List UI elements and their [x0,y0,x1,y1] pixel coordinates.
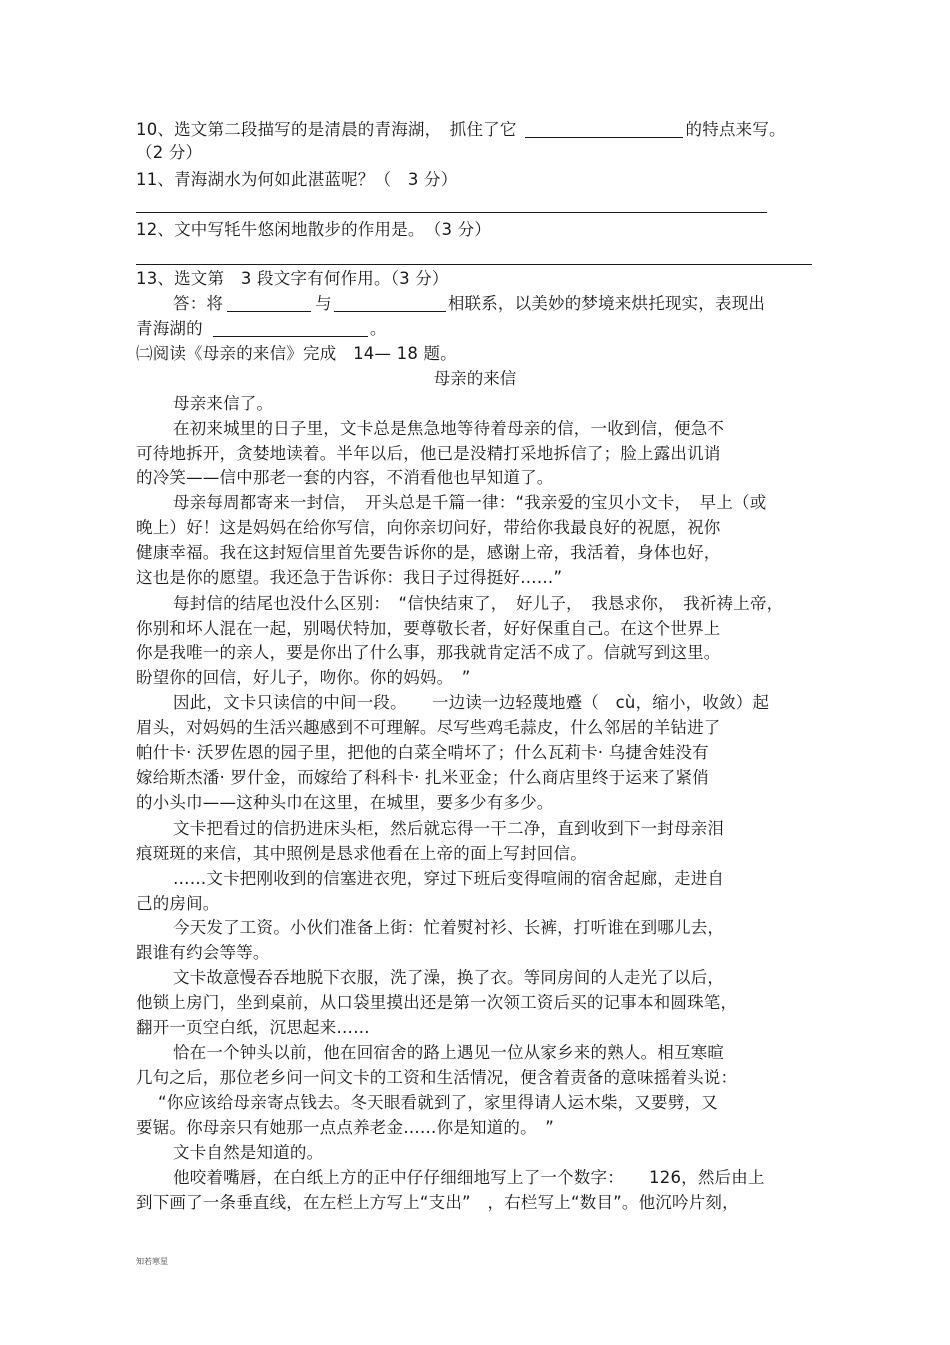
passage-line: 要锯。你母亲只有她那一点点养老金……你是知道的。 ” [136,1118,554,1137]
section-heading: ㈡阅读《母亲的来信》完成 14— 18 题。 [136,344,457,363]
passage-line: “你应该给母亲寄点钱去。冬天眼看就到了，家里得请人运木柴，又要劈，又 [158,1093,718,1112]
passage-line: 晚上）好！这是妈妈在给你写信，向你亲切问好，带给你我最良好的祝愿，祝你 [136,518,721,537]
answer-blank-13b[interactable] [334,293,446,312]
passage-line: 几句之后，那位老乡问一问文卡的工资和生活情况，便含着责备的意味摇着头说： [136,1068,738,1087]
passage-line: 健康幸福。我在这封短信里首先要告诉你的是，感谢上帝，我活着，身体也好， [136,543,721,562]
passage-line: 这也是你的愿望。我还急于告诉你：我日子过得挺好……” [136,568,563,587]
passage-line: 恰在一个钟头以前，他在回宿舍的路上遇见一位从家乡来的熟人。相互寒暄 [173,1043,725,1062]
passage-line: 翻开一页空白纸，沉思起来…… [136,1018,370,1037]
passage-line: 跟谁有约会等等。 [136,943,270,962]
page-footer: 知若寒星 [136,1257,168,1266]
passage-line: 你别和坏人混在一起，别喝伏特加，要尊敬长者，好好保重自己。在这个世界上 [136,619,721,638]
answer-blank-13c[interactable] [213,318,368,337]
passage-line: 到下画了一条垂直线，在左栏上方写上“支出” ，右栏写上“数目”。他沉吟片刻， [136,1193,739,1212]
answer-13-prefix: 答：将 [173,294,224,313]
passage-line: 嫁给斯杰潘· 罗什金，而嫁给了科科卡· 扎米亚金；什么商店里终于运来了紧俏 [136,768,709,787]
passage-line: 的冷笑——信中那老一套的内容，不消看他也早知道了。 [136,468,554,487]
question-10 [136,119,786,141]
question-13-answer-cont [136,318,387,340]
answer-line-12[interactable] [136,264,812,265]
passage-line: 在初来城里的日子里，文卡总是焦急地等待着母亲的信，一收到信，便急不 [173,419,725,438]
passage-line: 痕斑斑的来信，其中照例是恳求他看在上帝的面上写封回信。 [136,844,587,863]
passage-line: 文卡把看过的信扔进床头柜，然后就忘得一干二净，直到收到下一封母亲泪 [173,819,725,838]
passage-line: 文卡故意慢吞吞地脱下衣服，洗了澡，换了衣。等同房间的人走光了以后， [173,968,725,987]
passage-line: 因此，文卡只读信的中间一段。 一边读一边轻蔑地蹙（ cù，缩小，收敛）起 [173,693,770,712]
question-11: 11、青海湖水为何如此湛蓝呢？（ 3 分） [136,170,458,189]
answer-13-end: 。 [369,319,387,338]
passage-line: 你是我唯一的亲人，要是你出了什么事，那我就肯定活不成了。信就写到这里。 [136,643,721,662]
passage-line: 盼望你的回信，好儿子，吻你。你的妈妈。 ” [136,668,471,687]
question-10-text-end: 的特点来写。 [685,120,786,139]
passage-line: 帕什卡· 沃罗佐恩的园子里，把他的白菜全啃坏了；什么瓦莉卡· 乌捷舍娃没有 [136,743,709,762]
passage-line: 他咬着嘴唇，在白纸上方的正中仔仔细细地写上了一个数字： 126，然后由上 [173,1168,765,1187]
passage-line: 他锁上房门，坐到桌前，从口袋里摸出还是第一次领工资后买的记事本和圆珠笔， [136,993,738,1012]
answer-13-middle: 相联系，以美妙的梦境来烘托现实，表现出 [447,294,766,313]
passage-line: 每封信的结尾也没什么区别： “信快结束了， 好儿子， 我恳求你， 我祈祷上帝， [173,594,784,613]
passage-title: 母亲的来信 [433,369,517,388]
passage-line: 今天发了工资。小伙们准备上街：忙着熨衬衫、长裤，打听谁在到哪儿去， [173,918,725,937]
question-10-text: 10、选文第二段描写的是清晨的青海湖， 抓住了它 [136,120,517,139]
answer-blank-13a[interactable] [227,293,311,312]
passage-line: 眉头，对妈妈的生活兴趣感到不可理解。尽写些鸡毛蒜皮，什么邻居的羊钻进了 [136,718,721,737]
question-13-answer [173,293,765,315]
answer-blank-10[interactable] [525,119,683,138]
answer-13-join: 与 [315,294,332,313]
question-13: 13、选文第 3 段文字有何作用。（3 分） [136,269,449,288]
passage-line: ……文卡把刚收到的信塞进衣兜，穿过下班后变得喧闹的宿舍起廊，走进自 [173,869,725,888]
question-10-score: （2 分） [136,143,203,162]
passage-line: 可待地拆开，贪婪地读着。半年以后，他已是没精打采地拆信了；脸上露出讥诮 [136,444,721,463]
passage-line: 己的房间。 [136,894,220,913]
passage-line: 母亲每周都寄来一封信， 开头总是千篇一律：“我亲爱的宝贝小文卡， 早上（或 [173,493,767,512]
passage-line: 的小头巾——这种头巾在这里，在城里，要多少有多少。 [136,793,554,812]
question-12: 12、文中写牦牛悠闲地散步的作用是。 （3 分） [136,220,492,239]
passage-line: 母亲来信了。 [173,394,274,413]
answer-13-lake: 青海湖的 [136,319,203,338]
passage-line: 文卡自然是知道的。 [173,1143,324,1162]
answer-line-11[interactable] [136,212,767,213]
